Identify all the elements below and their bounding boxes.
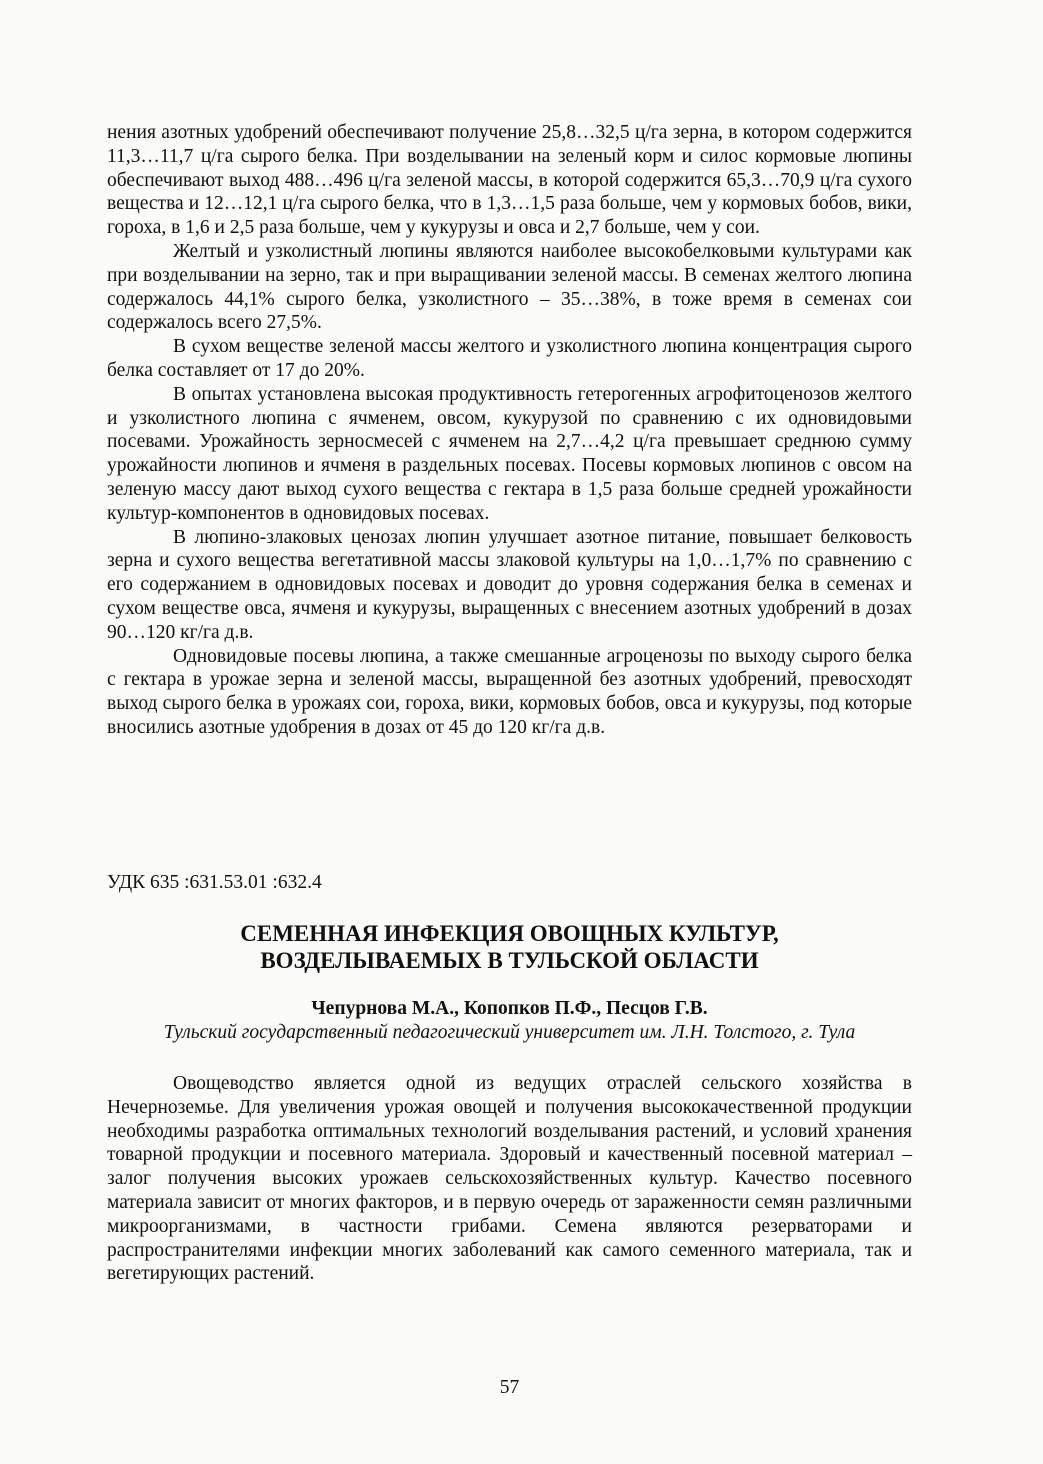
article-body (107, 1072, 912, 1286)
paragraph: В люпино-злаковых ценозах люпин улучшает азотное питание, повышает белковость зерна и сухого вещества вегетативной массы злаковой культуры на 1,0…1,7% по сравнению с его содержанием в одновидовых посевах и доводит до уровня содержания белка в семенах и сухом веществе овса, ячменя и кукурузы, выращенных с внесением азотных удобрений в дозах 90…120 кг/га д.в. (107, 526, 912, 643)
page-number: 57 (499, 1377, 520, 1398)
previous-article-continuation (107, 121, 912, 740)
paragraph: Одновидовые посевы люпина, а также смешанные агроценозы по выходу сырого белка с гектара в урожае зерна и зеленой массы, выращенной без азотных удобрений, превосходят выход сырого белка в урожаях сои, гороха, вики, кормовых бобов, овса и кукурузы, под которые вносились азотные удобрения в дозах от 45 до 120 кг/га д.в. (107, 645, 912, 738)
paragraph: Желтый и узколистный люпины являются наиболее высокобелковыми культурами как при возделывании на зерно, так и при выращивании зеленой массы. В семенах желтого люпина содержалось 44,1% сырого белка, узколистного – 35…38%, в тоже время в семенах сои содержалось всего 27,5%. (107, 240, 912, 334)
paragraph: нения азотных удобрений обеспечивают получение 25,8…32,5 ц/га зерна, в котором содержится 11,3…11,7 ц/га сырого белка. При возделывании на зеленый корм и силос кормовые люпины обеспечивают выход 488…496 ц/га зеленой массы, в которой содержится 65,3…70,9 ц/га сухого вещества и 12…12,1 ц/га сырого белка, что в 1,3…1,5 раза больше, чем у кормовых бобов, вики, гороха, в 1,6 и 2,5 раза больше, чем у кукурузы и овса и 2,7 больше, чем у сои. (107, 122, 912, 239)
article-title (107, 920, 912, 974)
article-title-line: ВОЗДЕЛЫВАЕМЫХ В ТУЛЬСКОЙ ОБЛАСТИ (260, 948, 759, 973)
paragraph: В сухом веществе зеленой массы желтого и узколистного люпина концентрация сырого белка составляет от 17 до 20%. (107, 336, 912, 381)
affiliation: Тульский государственный педагогический университет им. Л.Н. Толстого, г. Тула (163, 1022, 856, 1043)
udk-code: УДК 635 :631.53.01 :632.4 (107, 872, 322, 893)
authors: Чепурнова М.А., Копопков П.Ф., Песцов Г.В. (311, 998, 708, 1019)
article-title-line: СЕМЕННАЯ ИНФЕКЦИЯ ОВОЩНЫХ КУЛЬТУР, (240, 921, 779, 946)
paragraph: Овощеводство является одной из ведущих отраслей сельского хозяйства в Нечерноземье. Для увеличения урожая овощей и получения высококачественной продукции необходимы разработка оптимальных технологий возделывания растений, и условий хранения товарной продукции и посевного материала. Здоровый и качественный посевной материал – залог получения высоких урожаев сельскохозяйственных культур. Качество посевного материала зависит от многих факторов, и в первую очередь от зараженности семян различными микроорганизмами, в частности грибами. Семена являются резерваторами и распространителями инфекции многих заболеваний как самого семенного материала, так и вегетирующих растений. (107, 1073, 912, 1285)
paragraph: В опытах установлена высокая продуктивность гетерогенных агрофитоценозов желтого и узколистного люпина с ячменем, овсом, кукурузой по сравнению с их одновидовыми посевами. Урожайность зерносмесей с ячменем на 2,7…4,2 ц/га превышает среднюю сумму урожайности люпинов и ячменя в раздельных посевах. Посевы кормовых люпинов с овсом на зеленую массу дают выход сухого вещества с гектара в 1,5 раза больше средней урожайности культур-компонентов в одновидовых посевах. (107, 383, 912, 524)
